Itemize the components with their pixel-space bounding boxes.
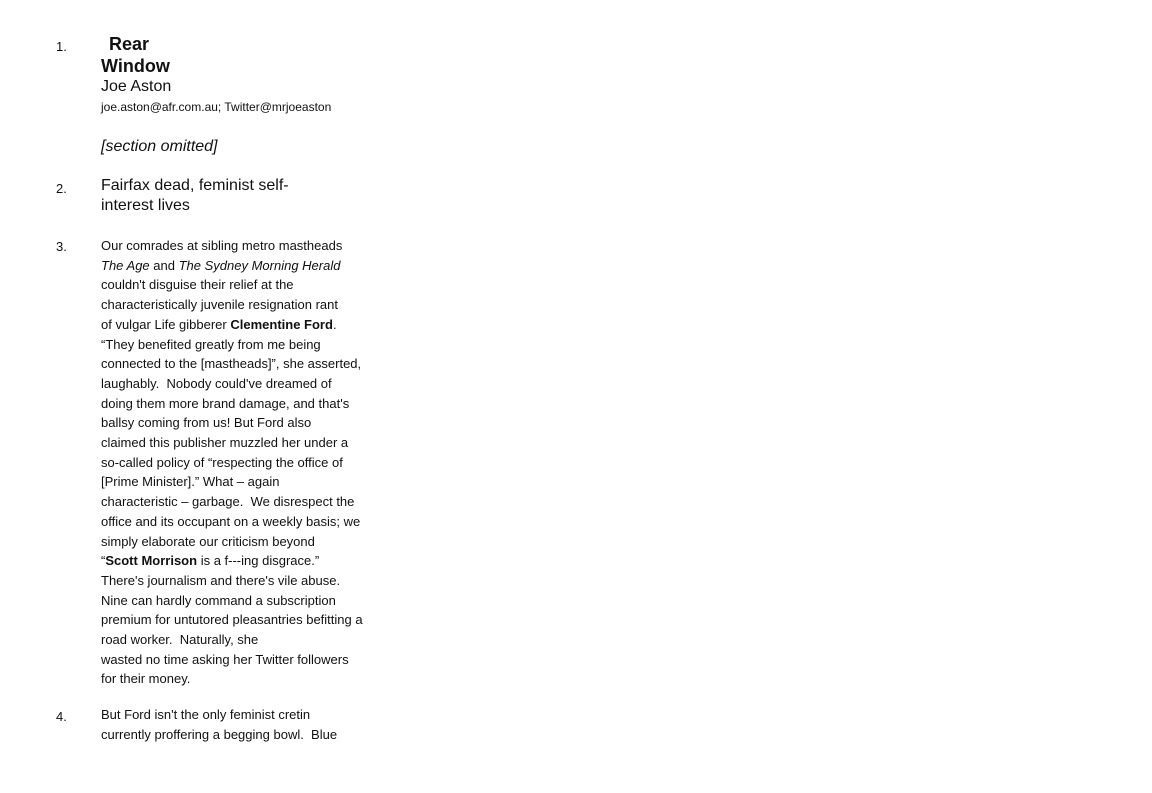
text-line: [101, 591, 363, 611]
text-run: characteristically juvenile resignation rant: [101, 297, 339, 313]
column-title: Rear: [109, 34, 150, 54]
text-line: [101, 335, 363, 355]
text-run: wasted no time asking her Twitter followers: [101, 651, 349, 667]
text-run: ballsy coming from us! But Ford also: [101, 415, 312, 431]
headline: [101, 176, 289, 216]
text-line: [101, 472, 363, 492]
text-run: [Prime Minister].” What – again: [101, 474, 280, 490]
text-line: [101, 374, 363, 394]
text-run: connected to the [mastheads]”, she asserted,: [101, 356, 362, 372]
text-run: claimed this publisher muzzled her under a: [101, 435, 349, 451]
text-line: [101, 295, 363, 315]
text-run: so-called policy of “respecting the office of: [101, 454, 343, 470]
text-run: “They benefited greatly from me being: [101, 336, 321, 352]
masthead-name: The Age: [101, 257, 150, 273]
text-run: .: [332, 316, 337, 332]
text-run: “: [101, 553, 106, 569]
text-line: [101, 532, 363, 552]
text-run: couldn't disguise their relief at the: [101, 277, 294, 293]
text-line: [101, 551, 363, 571]
text-run: road worker. Naturally, she: [101, 632, 259, 648]
text-line: [101, 413, 363, 433]
text-run: Our comrades at sibling metro mastheads: [101, 238, 343, 253]
author-name: Joe Aston: [101, 78, 172, 95]
column-title: Window: [101, 56, 170, 76]
text-line: [101, 512, 363, 532]
masthead-name: The Sydney Morning Herald: [178, 257, 341, 273]
bold-name: Clementine Ford: [230, 316, 333, 332]
item-number: 2.: [56, 181, 67, 196]
paragraph: [101, 236, 363, 689]
text-run: But Ford isn't the only feminist cretin: [101, 707, 311, 722]
text-line: [101, 433, 363, 453]
text-line: [101, 236, 363, 256]
text-line: [101, 705, 337, 725]
text-run: of vulgar Life gibberer: [101, 316, 231, 332]
text-line: [101, 610, 363, 630]
author-contact: joe.aston@afr.com.au; Twitter@mrjoeaston: [101, 100, 332, 114]
text-run: office and its occupant on a weekly basis; we: [101, 513, 361, 529]
text-line: [101, 453, 363, 473]
item-number: 4.: [56, 709, 67, 724]
headline-line: interest lives: [101, 197, 190, 214]
text-line: [101, 256, 363, 276]
text-run: doing them more brand damage, and that's: [101, 395, 350, 411]
text-run: premium for untutored pleasantries befitting a: [101, 612, 363, 628]
item-number: 1.: [56, 39, 67, 54]
item-number: 3.: [56, 239, 67, 254]
text-line: [101, 650, 363, 670]
text-line: [101, 275, 363, 295]
text-run: currently proffering a begging bowl. Blue: [101, 726, 338, 742]
text-run: simply elaborate our criticism beyond: [101, 533, 315, 549]
text-run: for their money.: [101, 671, 191, 687]
headline-line: Fairfax dead, feminist self-: [101, 177, 289, 194]
text-run: is a f---ing disgrace.”: [197, 553, 320, 569]
text-line: [101, 492, 363, 512]
section-omitted-note: [section omitted]: [101, 138, 218, 155]
column-header: [101, 33, 331, 117]
paragraph: [101, 705, 337, 744]
text-line: [101, 669, 363, 689]
text-line: [101, 571, 363, 591]
text-run: characteristic – garbage. We disrespect the: [101, 494, 355, 510]
text-run: laughably. Nobody could've dreamed of: [101, 375, 332, 391]
text-line: [101, 354, 363, 374]
text-line: [101, 394, 363, 414]
text-run: and: [149, 257, 179, 273]
text-line: [101, 630, 363, 650]
bold-name: Scott Morrison: [105, 553, 198, 569]
text-run: Nine can hardly command a subscription: [101, 592, 336, 608]
text-run: There's journalism and there's vile abuse.: [101, 572, 341, 588]
text-line: [101, 725, 337, 745]
text-line: [101, 315, 363, 335]
